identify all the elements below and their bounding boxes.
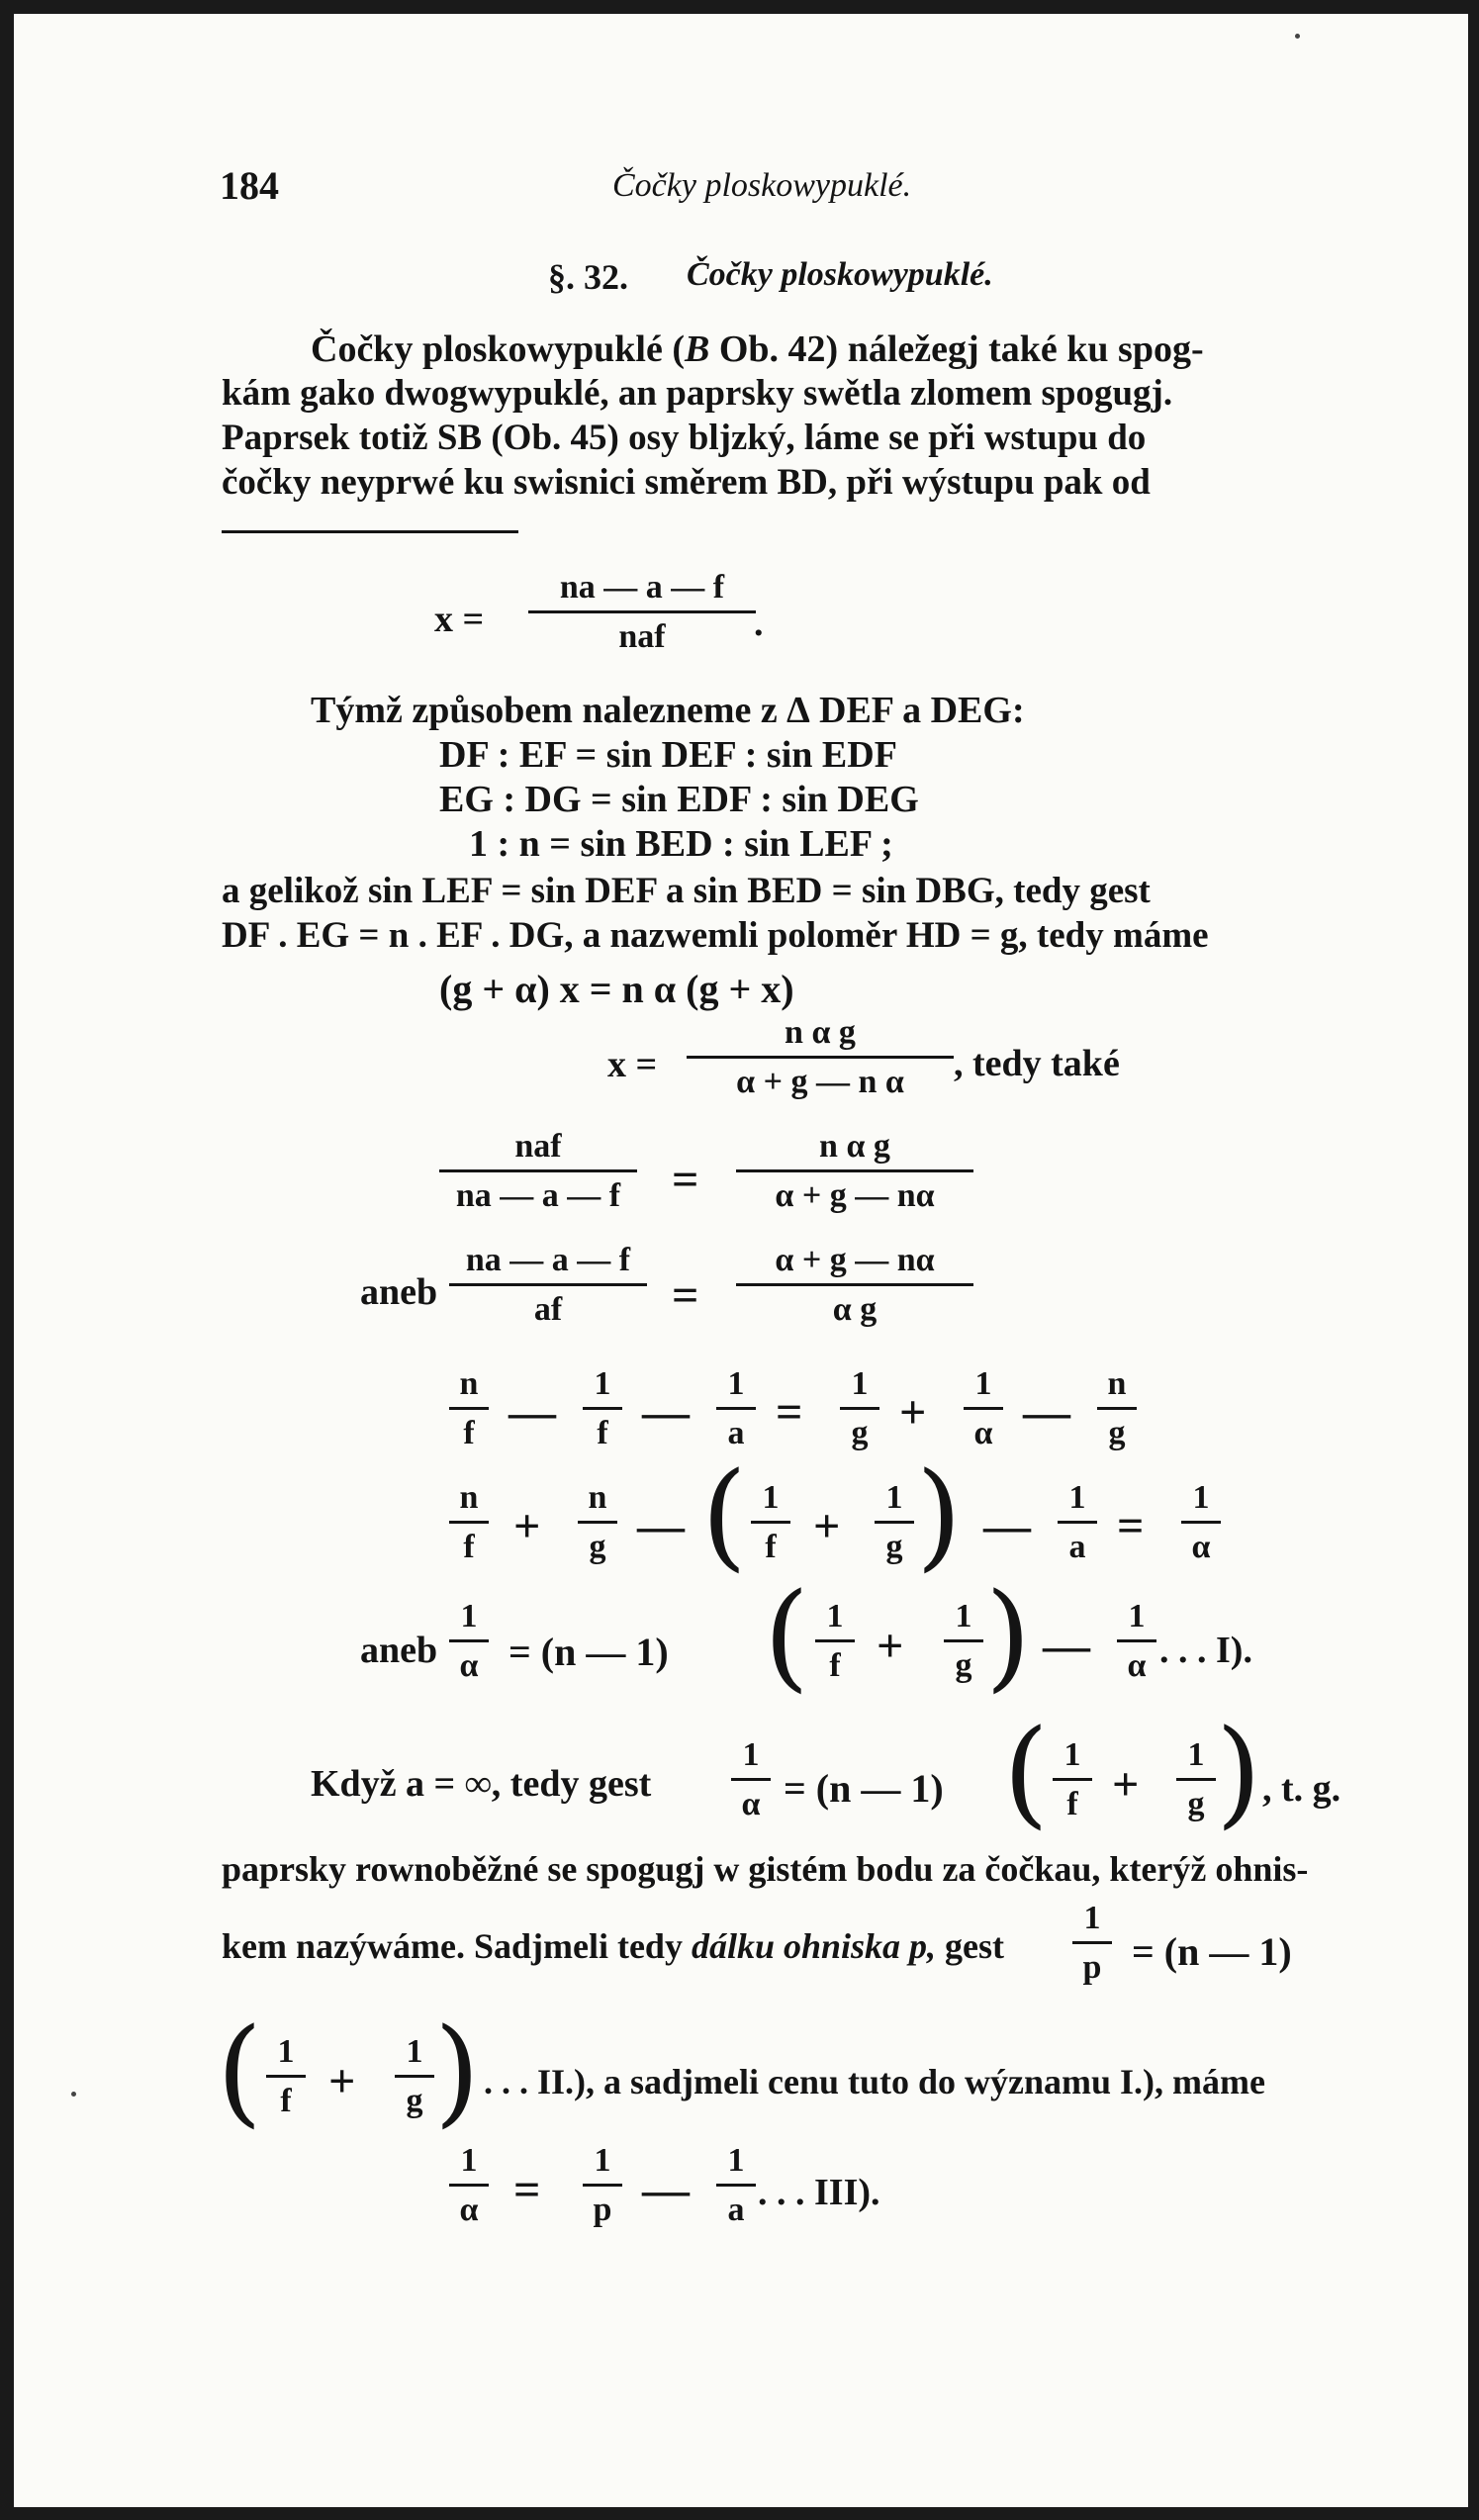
f5-term3: 1 a	[716, 1364, 756, 1452]
formula4-equals: =	[672, 1269, 699, 1322]
book-page	[14, 14, 1468, 2507]
speck-top-right	[1295, 34, 1300, 39]
footnote-rule	[222, 530, 518, 533]
formula1-tail: .	[754, 603, 764, 644]
f6-term1: n f	[449, 1478, 489, 1566]
formula2-lhs: x =	[607, 1044, 658, 1085]
formula7-mid: = (n — 1)	[508, 1630, 669, 1674]
p3-line4-plus: +	[328, 2055, 356, 2107]
f5-term1: n f	[449, 1364, 489, 1452]
para3-start: Když a = ∞, tedy gest	[311, 1763, 652, 1805]
f8-lhs-fraction: 1 α	[449, 2141, 489, 2229]
para3-line2: paprsky rownoběžné se spogugj w gistém bodu za čočkau, kterýž ohnis-	[222, 1849, 1309, 1889]
f6-term3: 1 f	[751, 1478, 790, 1566]
formula1-fraction: na — a — f naf	[528, 568, 756, 656]
f7-minus: —	[1043, 1620, 1090, 1672]
formula4-left-fraction: na — a — f af	[449, 1241, 647, 1329]
f5-plus: +	[899, 1386, 927, 1439]
f7-plus: +	[877, 1620, 904, 1672]
formula7-prefix: aneb	[360, 1630, 438, 1671]
formula2-fraction: n α g α + g — n α	[687, 1013, 954, 1101]
f5-minus2: —	[642, 1386, 690, 1439]
p3-right-paren: )	[1216, 1704, 1262, 1840]
f5-term5: 1 α	[964, 1364, 1003, 1452]
f7-term2: 1 g	[944, 1597, 983, 1685]
para2-eq1: (g + α) x = n α (g + x)	[439, 967, 794, 1011]
p3-line4-left-paren: (	[217, 2003, 263, 2139]
para2-ratio2: EG : DG = sin EDF : sin DEG	[439, 779, 919, 820]
p3-left-paren: (	[1003, 1704, 1050, 1840]
para1-line1: Čočky ploskowypuklé (B Ob. 42) náležegj také ku spog-	[311, 328, 1204, 370]
f6-minus1: —	[637, 1500, 685, 1552]
para3-line3-mid: = (n — 1)	[1132, 1929, 1292, 1974]
f8-equals: =	[513, 2164, 541, 2216]
p3-line4-term2: 1 g	[395, 2032, 434, 2120]
speck-left-margin	[71, 2092, 76, 2097]
f6-term4: 1 g	[875, 1478, 914, 1566]
formula7-tail: . . . I).	[1159, 1630, 1252, 1671]
para3-line3: kem nazýwáme. Sadjmeli tedy dálku ohniska p, gest	[222, 1926, 1005, 1966]
f8-minus: —	[642, 2164, 690, 2216]
page-number: 184	[220, 163, 279, 208]
f7-term3: 1 α	[1117, 1597, 1156, 1685]
p3-plus: +	[1112, 1758, 1140, 1811]
section-title: Čočky ploskowypuklé.	[687, 256, 993, 293]
f6-minus2: —	[983, 1500, 1031, 1552]
formula4-prefix: aneb	[360, 1271, 438, 1313]
f8-term1: 1 p	[583, 2141, 622, 2229]
formula1-lhs: x =	[434, 599, 485, 640]
formula4-right-fraction: α + g — nα α g	[736, 1241, 973, 1329]
section-number: §. 32.	[548, 257, 628, 297]
f5-term6: n g	[1097, 1364, 1137, 1452]
f5-minus1: —	[508, 1386, 556, 1439]
f5-equals: =	[776, 1386, 803, 1439]
formula8-tail: . . . III).	[758, 2172, 880, 2213]
f6-plus2: +	[813, 1500, 841, 1552]
para2-ratio3: 1 : n = sin BED : sin LEF ;	[469, 823, 893, 865]
p3-line4-right-paren: )	[434, 2003, 481, 2139]
para1-line4: čočky neyprwé ku swisnici směrem BD, při wýstupu pak od	[222, 462, 1151, 503]
para2-line2: DF . EG = n . EF . DG, a nazwemli poloměr HD = g, tedy máme	[222, 915, 1209, 956]
para2-line1: a gelikož sin LEF = sin DEF a sin BED = sin DBG, tedy gest	[222, 871, 1151, 911]
formula2-tail: , tedy také	[954, 1043, 1120, 1084]
formula3-right-fraction: n α g α + g — nα	[736, 1127, 973, 1215]
p3-term2: 1 g	[1176, 1735, 1216, 1823]
f6-term2: n g	[578, 1478, 617, 1566]
f5-minus3: —	[1023, 1386, 1070, 1439]
p3-line4-term1: 1 f	[266, 2032, 306, 2120]
para1-line3: Paprsek totiž SB (Ob. 45) osy bljzký, láme se při wstupu do	[222, 418, 1147, 458]
para3-line4: . . . II.), a sadjmeli cenu tuto do wýznamu I.), máme	[484, 2062, 1265, 2101]
para3-tail: , t. g.	[1262, 1768, 1341, 1810]
f6-left-paren: (	[701, 1447, 748, 1583]
f6-plus1: +	[513, 1500, 541, 1552]
f6-term5: 1 a	[1058, 1478, 1097, 1566]
f6-term6: 1 α	[1181, 1478, 1221, 1566]
f6-equals: =	[1117, 1500, 1145, 1552]
f7-term1: 1 f	[815, 1597, 855, 1685]
p3-fraction-1-p: 1 p	[1072, 1899, 1112, 1987]
para2-ratio1: DF : EF = sin DEF : sin EDF	[439, 734, 897, 776]
running-title: Čočky ploskowypuklé.	[612, 167, 912, 204]
f5-term4: 1 g	[840, 1364, 879, 1452]
f7-right-paren: )	[985, 1567, 1032, 1704]
formula3-equals: =	[672, 1154, 699, 1206]
para3-mid: = (n — 1)	[784, 1766, 944, 1811]
f5-term2: 1 f	[583, 1364, 622, 1452]
p3-term1: 1 f	[1053, 1735, 1092, 1823]
p3-fraction-1-alpha: 1 α	[731, 1735, 771, 1823]
f7-left-paren: (	[764, 1567, 810, 1704]
f7-lhs-fraction: 1 α	[449, 1597, 489, 1685]
para1-line2: kám gako dwogwypuklé, an paprsky swětla zlomem spogugj.	[222, 373, 1173, 414]
para2-intro: Týmž způsobem nalezneme z ∆ DEF a DEG:	[311, 690, 1025, 731]
f6-right-paren: )	[916, 1447, 963, 1583]
f8-term2: 1 a	[716, 2141, 756, 2229]
formula3-left-fraction: naf na — a — f	[439, 1127, 637, 1215]
